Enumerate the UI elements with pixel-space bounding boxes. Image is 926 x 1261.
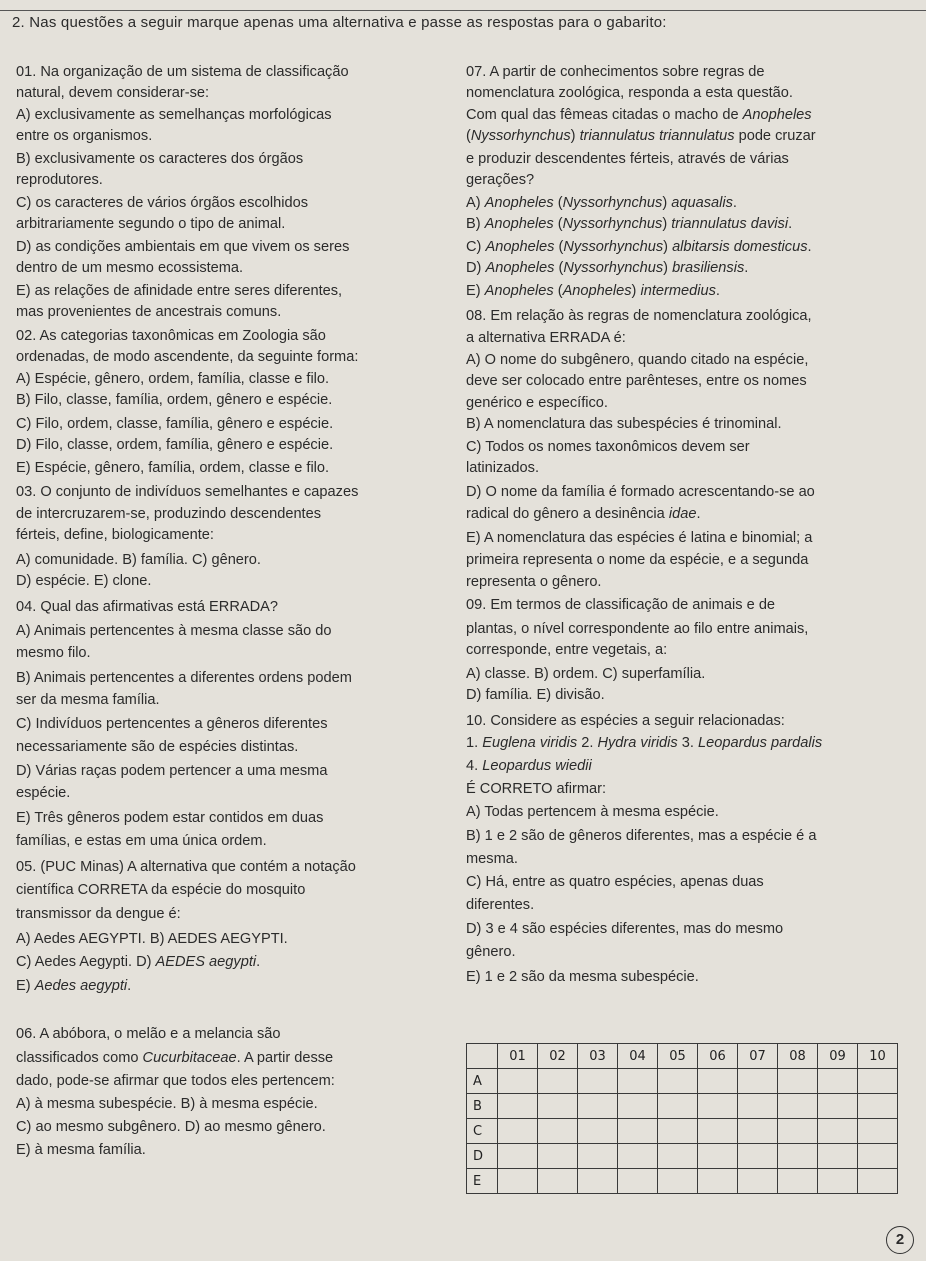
answer-cell-03-C[interactable] <box>578 1119 618 1144</box>
answer-cell-05-A[interactable] <box>658 1069 698 1094</box>
right-column-line-1: 07. A partir de conhecimentos sobre regras de <box>466 64 765 80</box>
answer-grid-row-E <box>467 1169 898 1194</box>
left-column-line-43: classificados como Cucurbitaceae. A partir desse <box>16 1050 334 1066</box>
right-column-line-11: E) Anopheles (Anopheles) intermedius. <box>466 283 720 299</box>
left-column-line-27: mesmo filo. <box>16 645 91 661</box>
left-column-line-1: 01. Na organização de um sistema de classificação <box>16 64 349 80</box>
left-column-line-9: D) as condições ambientais em que vivem os seres <box>16 239 350 255</box>
left-column-line-12: mas provenientes de ancestrais comuns. <box>16 304 282 320</box>
right-column-line-12: 08. Em relação às regras de nomenclatura zoológica, <box>466 308 812 324</box>
right-column-line-15: deve ser colocado entre parênteses, entre os nomes <box>466 373 807 389</box>
left-column-line-25: 04. Qual das afirmativas está ERRADA? <box>16 599 278 615</box>
answer-cell-08-C[interactable] <box>778 1119 818 1144</box>
left-column-line-45: A) à mesma subespécie. B) à mesma espécie. <box>16 1096 318 1112</box>
answer-grid-col-08: 08 <box>778 1044 818 1069</box>
answer-cell-04-D[interactable] <box>618 1144 658 1169</box>
right-column-line-35: B) 1 e 2 são de gêneros diferentes, mas a espécie é a <box>466 828 817 844</box>
right-column-line-34: A) Todas pertencem à mesma espécie. <box>466 804 719 820</box>
right-column-line-25: 09. Em termos de classificação de animais e de <box>466 597 776 613</box>
right-column-line-39: D) 3 e 4 são espécies diferentes, mas do mesmo <box>466 921 784 937</box>
right-column-line-13: a alternativa ERRADA é: <box>466 330 626 346</box>
answer-cell-02-B[interactable] <box>538 1094 578 1119</box>
answer-cell-01-E[interactable] <box>498 1169 538 1194</box>
answer-cell-07-A[interactable] <box>738 1069 778 1094</box>
answer-cell-09-C[interactable] <box>818 1119 858 1144</box>
left-column-line-24: D) espécie. E) clone. <box>16 573 152 589</box>
answer-cell-03-E[interactable] <box>578 1169 618 1194</box>
answer-cell-01-B[interactable] <box>498 1094 538 1119</box>
answer-grid-row-C <box>467 1119 898 1144</box>
answer-cell-10-D[interactable] <box>858 1144 898 1169</box>
answer-cell-07-B[interactable] <box>738 1094 778 1119</box>
answer-grid-corner <box>467 1044 498 1069</box>
answer-cell-09-D[interactable] <box>818 1144 858 1169</box>
right-column-line-30: 10. Considere as espécies a seguir relacionadas: <box>466 713 785 729</box>
answer-cell-07-D[interactable] <box>738 1144 778 1169</box>
left-column-line-30: C) Indivíduos pertencentes a gêneros diferentes <box>16 716 328 732</box>
left-column-line-29: ser da mesma família. <box>16 692 160 708</box>
answer-cell-02-A[interactable] <box>538 1069 578 1094</box>
left-column-line-21: de intercruzarem-se, produzindo descendentes <box>16 506 322 522</box>
right-column-line-41: E) 1 e 2 são da mesma subespécie. <box>466 969 699 985</box>
left-column-line-20: 03. O conjunto de indivíduos semelhantes e capazes <box>16 484 359 500</box>
answer-grid-col-10: 10 <box>858 1044 898 1069</box>
left-column-line-32: D) Várias raças podem pertencer a uma mesma <box>16 763 328 779</box>
answer-cell-08-A[interactable] <box>778 1069 818 1094</box>
answer-cell-08-D[interactable] <box>778 1144 818 1169</box>
right-column-line-18: C) Todos os nomes taxonômicos devem ser <box>466 439 750 455</box>
left-column-line-41: E) Aedes aegypti. <box>16 978 132 994</box>
answer-grid-col-05: 05 <box>658 1044 698 1069</box>
right-column-line-5: e produzir descendentes férteis, através de várias <box>466 151 789 167</box>
answer-cell-08-E[interactable] <box>778 1169 818 1194</box>
left-column-line-33: espécie. <box>16 785 71 801</box>
answer-cell-03-B[interactable] <box>578 1094 618 1119</box>
left-column-line-17: C) Filo, ordem, classe, família, gênero e espécie. <box>16 416 334 432</box>
right-column-line-3: Com qual das fêmeas citadas o macho de Anopheles <box>466 107 812 123</box>
left-column-line-5: B) exclusivamente os caracteres dos órgãos <box>16 151 304 167</box>
answer-grid-col-06: 06 <box>698 1044 738 1069</box>
left-column-line-4: entre os organismos. <box>16 128 153 144</box>
left-column-line-39: A) Aedes AEGYPTI. B) AEDES AEGYPTI. <box>16 931 288 947</box>
right-column-line-31: 1. Euglena viridis 2. Hydra viridis 3. Leopardus pardalis <box>466 735 823 751</box>
left-column-line-10: dentro de um mesmo ecossistema. <box>16 260 244 276</box>
left-column-line-34: E) Três gêneros podem estar contidos em duas <box>16 810 324 826</box>
answer-grid-col-03: 03 <box>578 1044 618 1069</box>
left-column-line-8: arbitrariamente segundo o tipo de animal. <box>16 216 286 232</box>
left-column-line-40: C) Aedes Aegypti. D) AEDES aegypti. <box>16 954 261 970</box>
left-column-line-36: 05. (PUC Minas) A alternativa que contém a notação <box>16 859 356 875</box>
answer-cell-01-C[interactable] <box>498 1119 538 1144</box>
answer-cell-06-C[interactable] <box>698 1119 738 1144</box>
answer-cell-06-A[interactable] <box>698 1069 738 1094</box>
answer-grid-col-01: 01 <box>498 1044 538 1069</box>
answer-cell-04-C[interactable] <box>618 1119 658 1144</box>
left-column-line-28: B) Animais pertencentes a diferentes ordens podem <box>16 670 352 686</box>
right-column-line-10: D) Anopheles (Nyssorhynchus) brasiliensis. <box>466 260 749 276</box>
left-column-line-42: 06. A abóbora, o melão e a melancia são <box>16 1026 281 1042</box>
answer-grid-row-label: D <box>467 1144 498 1169</box>
answer-cell-03-D[interactable] <box>578 1144 618 1169</box>
answer-cell-05-D[interactable] <box>658 1144 698 1169</box>
answer-cell-10-C[interactable] <box>858 1119 898 1144</box>
left-column-line-11: E) as relações de afinidade entre seres diferentes, <box>16 283 343 299</box>
answer-grid <box>466 1043 898 1194</box>
answer-grid-col-04: 04 <box>618 1044 658 1069</box>
right-column-line-28: A) classe. B) ordem. C) superfamília. <box>466 666 706 682</box>
right-column-line-6: gerações? <box>466 172 535 188</box>
answer-cell-02-C[interactable] <box>538 1119 578 1144</box>
right-column-line-36: mesma. <box>466 851 518 867</box>
left-column-line-19: E) Espécie, gênero, família, ordem, classe e filo. <box>16 460 330 476</box>
answer-cell-05-E[interactable] <box>658 1169 698 1194</box>
answer-grid-row-A <box>467 1069 898 1094</box>
right-column-line-19: latinizados. <box>466 460 540 476</box>
right-column-line-32: 4. Leopardus wiedii <box>466 758 592 774</box>
left-column-line-13: 02. As categorias taxonômicas em Zoologia são <box>16 328 326 344</box>
left-column-line-23: A) comunidade. B) família. C) gênero. <box>16 552 261 568</box>
answer-cell-09-E[interactable] <box>818 1169 858 1194</box>
right-column-line-2: nomenclatura zoológica, responda a esta questão. <box>466 85 793 101</box>
answer-cell-02-E[interactable] <box>538 1169 578 1194</box>
answer-grid-row-label: B <box>467 1094 498 1119</box>
right-column-line-8: B) Anopheles (Nyssorhynchus) triannulatus davisi. <box>466 216 793 232</box>
right-column-line-4: (Nyssorhynchus) triannulatus triannulatus pode cruzar <box>466 128 816 144</box>
answer-cell-10-B[interactable] <box>858 1094 898 1119</box>
left-column-line-26: A) Animais pertencentes à mesma classe são do <box>16 623 332 639</box>
right-column-line-21: radical do gênero a desinência idae. <box>466 506 701 522</box>
right-column-line-23: primeira representa o nome da espécie, e a segunda <box>466 552 809 568</box>
right-column-line-16: genérico e específico. <box>466 395 608 411</box>
answer-grid-col-07: 07 <box>738 1044 778 1069</box>
right-column-line-33: É CORRETO afirmar: <box>466 781 607 797</box>
answer-grid-header <box>467 1044 898 1069</box>
left-column <box>16 0 456 1261</box>
answer-grid-row-D <box>467 1144 898 1169</box>
left-column-line-18: D) Filo, classe, ordem, família, gênero e espécie. <box>16 437 334 453</box>
left-column-line-22: férteis, define, biologicamente: <box>16 527 214 543</box>
left-column-line-14: ordenadas, de modo ascendente, da seguinte forma: <box>16 349 359 365</box>
left-column-line-38: transmissor da dengue é: <box>16 906 181 922</box>
answer-cell-08-B[interactable] <box>778 1094 818 1119</box>
left-column-line-35: famílias, e estas em uma única ordem. <box>16 833 267 849</box>
right-column-line-26: plantas, o nível correspondente ao filo entre animais, <box>466 621 809 637</box>
answer-cell-02-D[interactable] <box>538 1144 578 1169</box>
answer-cell-09-B[interactable] <box>818 1094 858 1119</box>
answer-cell-04-E[interactable] <box>618 1169 658 1194</box>
left-column-line-6: reprodutores. <box>16 172 103 188</box>
answer-cell-01-D[interactable] <box>498 1144 538 1169</box>
answer-cell-05-B[interactable] <box>658 1094 698 1119</box>
answer-cell-06-E[interactable] <box>698 1169 738 1194</box>
answer-grid-row-label: A <box>467 1069 498 1094</box>
right-column-line-17: B) A nomenclatura das subespécies é trinominal. <box>466 416 782 432</box>
answer-cell-06-D[interactable] <box>698 1144 738 1169</box>
right-column-line-24: representa o gênero. <box>466 574 602 590</box>
instructions-header: 2. Nas questões a seguir marque apenas uma alternativa e passe as respostas para o gabarito: <box>12 14 667 31</box>
left-column-line-15: A) Espécie, gênero, ordem, família, classe e filo. <box>16 371 330 387</box>
right-column-line-7: A) Anopheles (Nyssorhynchus) aquasalis. <box>466 195 737 211</box>
left-column-line-47: E) à mesma família. <box>16 1142 146 1158</box>
answer-cell-04-B[interactable] <box>618 1094 658 1119</box>
right-column-line-9: C) Anopheles (Nyssorhynchus) albitarsis domesticus. <box>466 239 812 255</box>
answer-grid-row-B <box>467 1094 898 1119</box>
left-column-line-37: científica CORRETA da espécie do mosquito <box>16 882 306 898</box>
answer-grid-col-02: 02 <box>538 1044 578 1069</box>
answer-cell-03-A[interactable] <box>578 1069 618 1094</box>
right-column-line-22: E) A nomenclatura das espécies é latina e binomial; a <box>466 530 813 546</box>
left-column-line-3: A) exclusivamente as semelhanças morfológicas <box>16 107 332 123</box>
answer-grid-row-label: C <box>467 1119 498 1144</box>
right-column-line-37: C) Há, entre as quatro espécies, apenas duas <box>466 874 764 890</box>
left-column-line-44: dado, pode-se afirmar que todos eles pertencem: <box>16 1073 335 1089</box>
right-column-line-20: D) O nome da família é formado acrescentando-se ao <box>466 484 815 500</box>
left-column-line-31: necessariamente são de espécies distintas. <box>16 739 299 755</box>
left-column-line-2: natural, devem considerar-se: <box>16 85 210 101</box>
answer-grid-col-09: 09 <box>818 1044 858 1069</box>
right-column-line-27: corresponde, entre vegetais, a: <box>466 642 668 658</box>
answer-cell-10-A[interactable] <box>858 1069 898 1094</box>
right-column-line-38: diferentes. <box>466 897 535 913</box>
answer-cell-10-E[interactable] <box>858 1169 898 1194</box>
answer-cell-07-E[interactable] <box>738 1169 778 1194</box>
right-column-line-40: gênero. <box>466 944 516 960</box>
left-column-line-46: C) ao mesmo subgênero. D) ao mesmo gênero. <box>16 1119 326 1135</box>
right-column-line-14: A) O nome do subgênero, quando citado na espécie, <box>466 352 809 368</box>
answer-cell-07-C[interactable] <box>738 1119 778 1144</box>
answer-cell-09-A[interactable] <box>818 1069 858 1094</box>
left-column-line-7: C) os caracteres de vários órgãos escolhidos <box>16 195 309 211</box>
answer-cell-06-B[interactable] <box>698 1094 738 1119</box>
answer-cell-05-C[interactable] <box>658 1119 698 1144</box>
page-number: 2 <box>886 1226 914 1254</box>
right-column-line-29: D) família. E) divisão. <box>466 687 605 703</box>
left-column-line-16: B) Filo, classe, família, ordem, gênero e espécie. <box>16 392 333 408</box>
answer-cell-04-A[interactable] <box>618 1069 658 1094</box>
answer-cell-01-A[interactable] <box>498 1069 538 1094</box>
answer-grid-row-label: E <box>467 1169 498 1194</box>
